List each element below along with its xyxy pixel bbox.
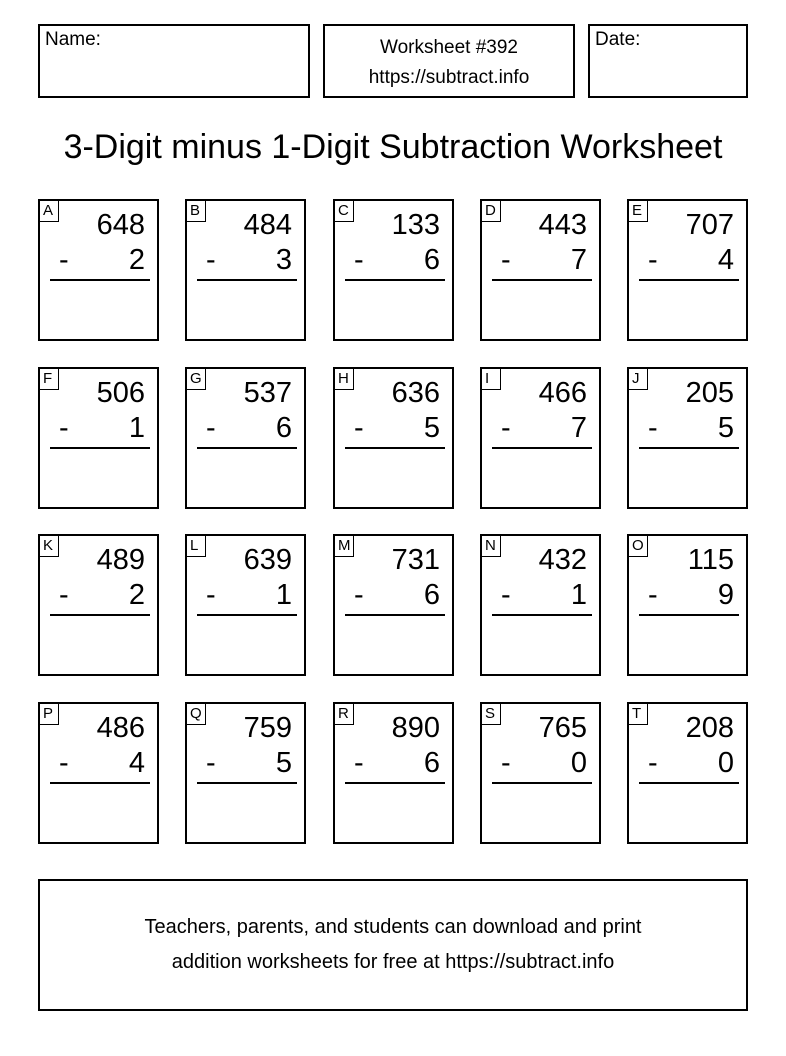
minuend: 489 [96,544,145,576]
minus-sign: - [501,579,511,611]
answer-line [345,782,445,784]
name-label: Name: [45,29,101,50]
problem-cell [333,367,454,509]
subtrahend: 1 [128,412,145,444]
minus-sign: - [206,244,216,276]
problem-letter: S [481,703,501,725]
minuend: 890 [391,712,440,744]
answer-line [345,447,445,449]
answer-line [197,279,297,281]
minus-sign: - [354,412,364,444]
subtrahend: 3 [275,244,292,276]
minuend: 506 [96,377,145,409]
minuend: 537 [243,377,292,409]
worksheet-info-box [323,24,575,98]
minuend: 765 [538,712,587,744]
page-title: 3-Digit minus 1-Digit Subtraction Worksheet [63,128,723,166]
minus-sign: - [354,579,364,611]
problem-letter: H [334,368,354,390]
worksheet-url: https://subtract.info [368,67,530,88]
minus-sign: - [59,412,69,444]
minuend: 639 [243,544,292,576]
date-label: Date: [595,29,641,50]
problem-letter: B [186,200,206,222]
answer-line [492,614,592,616]
problem-letter: G [186,368,206,390]
minus-sign: - [501,412,511,444]
subtrahend: 5 [717,412,734,444]
worksheet-number: Worksheet #392 [379,37,518,58]
answer-line [50,279,150,281]
answer-line [639,447,739,449]
footer-line-1: Teachers, parents, and students can download and print [144,916,642,938]
minuend: 759 [243,712,292,744]
footer-box [38,879,748,1011]
answer-line [345,614,445,616]
minus-sign: - [59,747,69,779]
minuend: 115 [687,544,734,576]
problem-letter: K [39,535,59,557]
minus-sign: - [354,244,364,276]
problem-letter: T [628,703,648,725]
subtrahend: 2 [128,579,145,611]
subtrahend: 0 [570,747,587,779]
problem-cell [185,702,306,844]
problem-cell [38,367,159,509]
problem-cell [627,702,748,844]
minus-sign: - [206,579,216,611]
subtrahend: 4 [128,747,145,779]
answer-line [492,447,592,449]
problem-cell [480,367,601,509]
problem-cell [627,367,748,509]
minus-sign: - [59,579,69,611]
minus-sign: - [354,747,364,779]
problem-cell [480,199,601,341]
problem-cell [627,199,748,341]
footer-line-2: addition worksheets for free at https://subtract.info [171,951,615,973]
minuend: 486 [96,712,145,744]
minuend: 205 [685,377,734,409]
problem-cell [480,534,601,676]
problem-letter: E [628,200,648,222]
problem-cell [185,367,306,509]
problem-letter: P [39,703,59,725]
problem-grid [38,199,748,843]
answer-line [50,447,150,449]
problem-cell [185,534,306,676]
subtrahend: 6 [423,579,440,611]
answer-line [639,614,739,616]
problem-letter: N [481,535,501,557]
answer-line [197,614,297,616]
subtrahend: 5 [423,412,440,444]
subtrahend: 1 [275,579,292,611]
subtrahend: 6 [275,412,292,444]
minuend: 648 [96,209,145,241]
subtrahend: 6 [423,747,440,779]
date-box [588,24,748,98]
subtrahend: 7 [570,244,587,276]
minuend: 636 [391,377,440,409]
problem-letter: L [186,535,206,557]
minus-sign: - [648,579,658,611]
minuend: 466 [538,377,587,409]
problem-letter: M [334,535,354,557]
minuend: 443 [538,209,587,241]
problem-letter: Q [186,703,206,725]
problem-letter: I [481,368,501,390]
problem-cell [38,534,159,676]
subtrahend: 5 [275,747,292,779]
problem-letter: J [628,368,648,390]
minus-sign: - [206,747,216,779]
problem-letter: R [334,703,354,725]
problem-cell [333,534,454,676]
subtrahend: 2 [128,244,145,276]
problem-cell [38,702,159,844]
problem-letter: O [628,535,648,557]
answer-line [50,782,150,784]
subtrahend: 6 [423,244,440,276]
problem-cell [333,702,454,844]
answer-line [50,614,150,616]
problem-letter: D [481,200,501,222]
answer-line [639,279,739,281]
problem-cell [185,199,306,341]
answer-line [197,447,297,449]
minuend: 731 [391,544,440,576]
minuend: 208 [685,712,734,744]
answer-line [492,279,592,281]
minus-sign: - [501,244,511,276]
answer-line [197,782,297,784]
minus-sign: - [59,244,69,276]
answer-line [345,279,445,281]
problem-cell [480,702,601,844]
minus-sign: - [648,412,658,444]
minus-sign: - [501,747,511,779]
subtrahend: 4 [717,244,734,276]
minus-sign: - [648,747,658,779]
minus-sign: - [648,244,658,276]
subtrahend: 0 [717,747,734,779]
problem-letter: A [39,200,59,222]
minuend: 707 [685,209,734,241]
minuend: 484 [243,209,292,241]
subtrahend: 1 [570,579,587,611]
answer-line [492,782,592,784]
minuend: 133 [391,209,440,241]
answer-line [639,782,739,784]
minus-sign: - [206,412,216,444]
subtrahend: 9 [717,579,734,611]
minuend: 432 [538,544,587,576]
name-box [38,24,310,98]
problem-letter: C [334,200,354,222]
problem-cell [38,199,159,341]
problem-cell [627,534,748,676]
problem-letter: F [39,368,59,390]
subtrahend: 7 [570,412,587,444]
problem-cell [333,199,454,341]
